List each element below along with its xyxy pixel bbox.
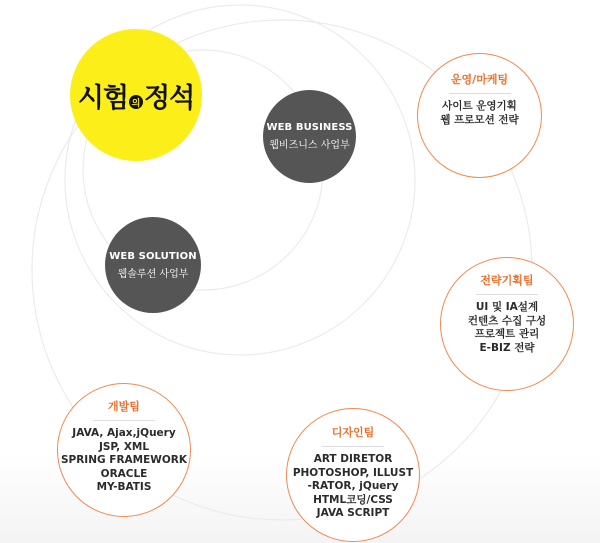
development-item: MY-BATIS <box>96 481 152 493</box>
logo-connector: 의 <box>129 95 143 109</box>
development-divider <box>93 420 155 421</box>
web-business-title-ko: 웹비즈니스 사업부 <box>269 140 350 151</box>
design-item: HTML코딩/CSS <box>313 493 393 506</box>
design-item: JAVA SCRIPT <box>316 507 390 519</box>
development-item: JAVA, Ajax,jQuery <box>72 427 176 439</box>
operations-team-title: 운영/마케팅 <box>450 73 509 86</box>
operations-item: 웹 프로모션 전략 <box>440 113 519 126</box>
development-team-title: 개발팀 <box>108 400 140 413</box>
design-divider <box>322 446 384 447</box>
design-item: PHOTOSHOP, ILLUST <box>292 466 414 479</box>
planning-team-title: 전략기획팀 <box>480 274 534 287</box>
web-business-title-en: WEB BUSINESS <box>266 122 353 133</box>
planning-item: 프로젝트 관리 <box>474 328 540 340</box>
planning-item: E-BIZ 전략 <box>479 341 535 354</box>
web-solution-title-ko: 웹솔루션 사업부 <box>117 268 189 280</box>
development-item: JSP, XML <box>98 440 150 453</box>
planning-team-circle <box>440 257 574 391</box>
operations-divider <box>449 93 511 94</box>
logo-text-part1: 시험 <box>77 82 128 114</box>
web-business-circle <box>263 90 356 183</box>
design-team-circle <box>286 408 420 542</box>
logo-circle <box>70 29 202 161</box>
development-team-circle <box>57 383 191 517</box>
planning-item: 컨텐츠 수집 구성 <box>467 314 547 327</box>
design-item: ART DIRETOR <box>313 453 393 465</box>
logo-text-part2: 정석 <box>144 82 195 114</box>
web-solution-title-en: WEB SOLUTION <box>109 250 197 262</box>
operations-item: 사이트 운영기획 <box>442 100 517 112</box>
development-item: SPRING FRAMEWORK <box>60 454 188 466</box>
development-item: ORACLE <box>100 467 148 480</box>
web-solution-circle <box>105 217 201 313</box>
operations-team-circle <box>417 53 542 178</box>
design-item: -RATOR, jQuery <box>307 480 399 492</box>
planning-divider <box>476 294 538 295</box>
design-team-title: 디자인팀 <box>331 426 375 439</box>
planning-item: UI 및 IA설계 <box>475 301 539 313</box>
